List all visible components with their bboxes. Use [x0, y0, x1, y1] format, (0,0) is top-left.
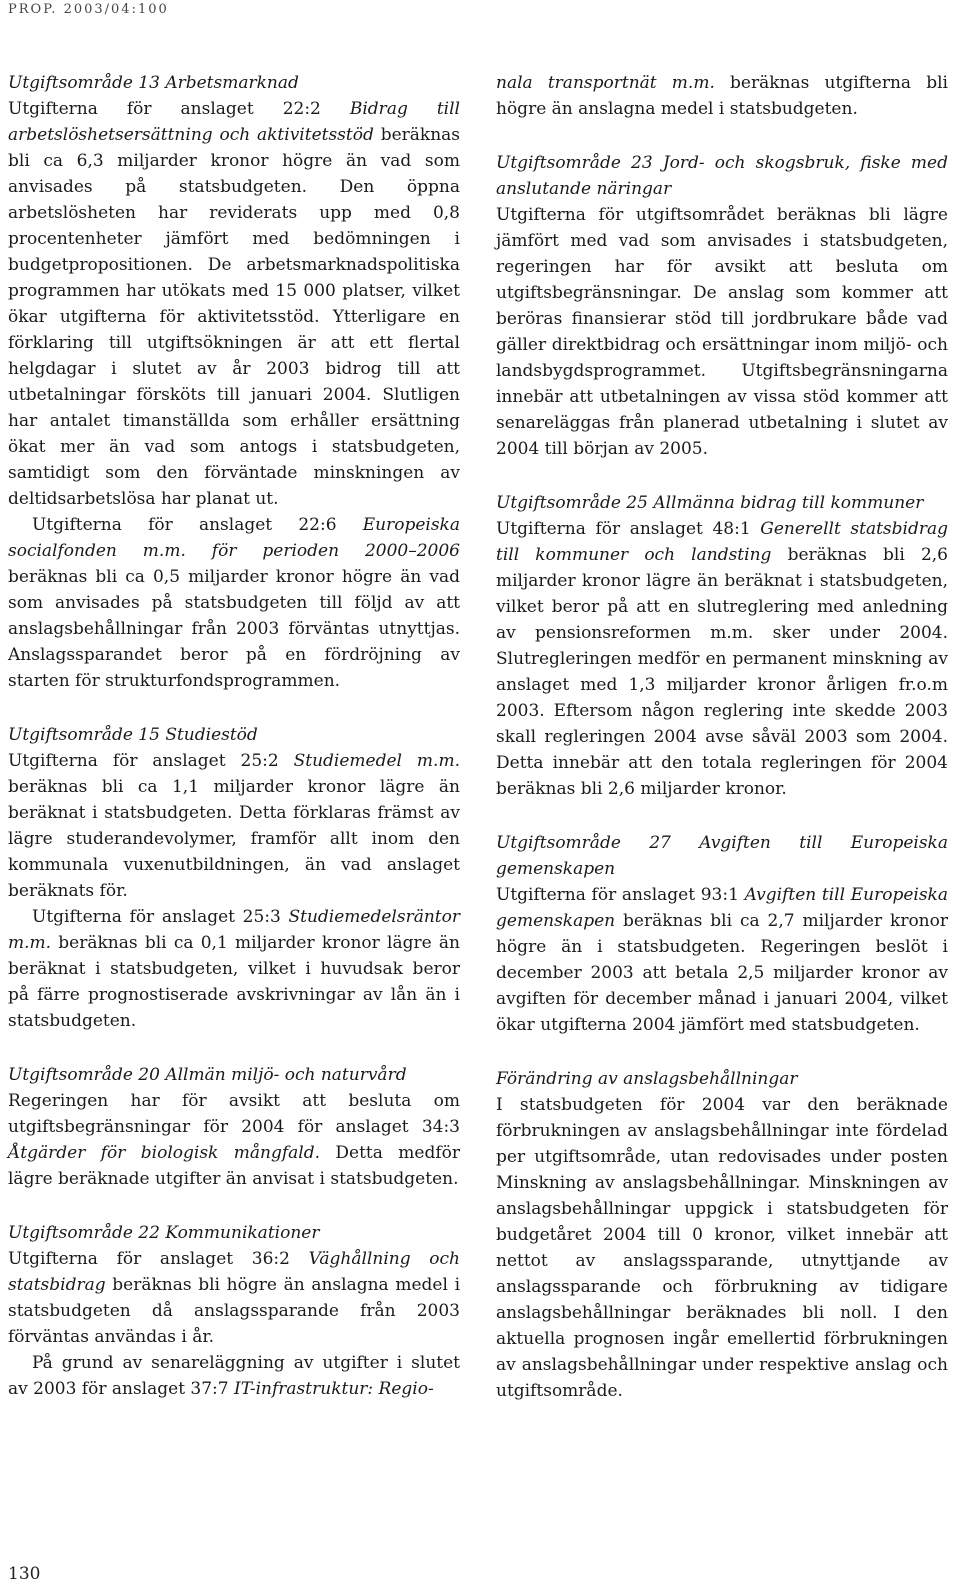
paragraph	[8, 512, 460, 694]
appropriation-title: IT-infrastruktur: Regio-	[234, 1379, 434, 1399]
text-run: Utgifterna för anslaget 22:6	[32, 515, 363, 535]
text-run: beräknas bli ca 0,1 miljarder kronor lägre än beräknat i statsbudgeten, vilket i huvudsak beror på färre prognostiserade avskrivningar av lån än i statsbudgeten.	[8, 933, 460, 1031]
paragraph	[8, 904, 460, 1034]
section-uo15	[8, 722, 460, 1034]
right-column	[496, 70, 948, 1432]
text-run: Utgifterna för anslaget 25:2	[8, 751, 294, 771]
appropriation-title: Europeiska socialfonden m.m. för perioden 2000–2006	[8, 515, 460, 561]
appropriation-title: nala transportnät m.m.	[496, 73, 715, 93]
appropriation-title: Bidrag till arbetslöshetsersättning och aktivitetsstöd	[8, 99, 460, 145]
text-run: beräknas bli ca 0,5 miljarder kronor högre än vad som anvisades på statsbudgeten till följd av att anslagsbehållningar från 2003 förväntas utnyttjas. Anslagssparandet beror på en fördröjning av starten för strukturfondsprogrammen.	[8, 567, 460, 691]
appropriation-title: Studiemedelsräntor m.m.	[8, 907, 460, 953]
section-uo27	[496, 830, 948, 1038]
section-heading: Utgiftsområde 25 Allmänna bidrag till kommuner	[496, 493, 924, 513]
paragraph	[496, 516, 948, 802]
section-uo25	[496, 490, 948, 802]
text-run: beräknas utgifterna bli högre än anslagna medel i statsbudgeten.	[496, 73, 948, 119]
paragraph	[496, 882, 948, 1038]
text-run: På grund av senareläggning av utgifter i slutet av 2003 för anslaget 37:7	[8, 1353, 460, 1399]
paragraph	[8, 748, 460, 904]
paragraph: I statsbudgeten för 2004 var den beräknade förbrukningen av anslagsbehållningar inte fördelad per utgiftsområde, utan redovisades under posten Minskning av anslagsbehållningar. Minskningen av anslagsbehållningar uppgick i statsbudgeten för budgetåret 2004 till 0 kronor, vilket innebär att nettot av anslagssparande, utnyttjande av anslagssparande och förbrukning av tidigare anslagsbehållningar beräknades bli noll. I den aktuella prognosen ingår emellertid förbrukningen av anslagsbehållningar under respektive anslag och utgiftsområde.	[496, 1095, 948, 1401]
appropriation-title: Studiemedel m.m.	[293, 751, 460, 771]
text-run: Utgifterna för anslaget 93:1	[496, 885, 745, 905]
section-uo22	[8, 1220, 460, 1402]
section-uo22-continued	[496, 70, 948, 122]
section-heading: Utgiftsområde 20 Allmän miljö- och naturvård	[8, 1065, 407, 1085]
section-uo20	[8, 1062, 460, 1192]
appropriation-title: Väghållning och statsbidrag	[8, 1249, 460, 1295]
section-forandring	[496, 1066, 948, 1404]
text-run: beräknas bli 2,6 miljarder kronor lägre än beräknat i statsbudgeten, vilket beror på att en slutreglering med anledning av pensionsreformen m.m. sker under 2004. Slutregleringen medför en permanent minskning av anslaget med 1,3 miljarder kronor årligen fr.o.m 2003. Eftersom någon reglering inte skedde 2003 skall regleringen 2004 avse såväl 2003 som 2004. Detta innebär att den totala regleringen för 2004 beräknas bli 2,6 miljarder kronor.	[496, 545, 948, 799]
running-head: PROP. 2003/04:100	[8, 2, 169, 17]
text-run: Regeringen har för avsikt att besluta om utgiftsbegränsningar för 2004 för anslaget 34:3	[8, 1091, 460, 1137]
text-run: Utgifterna för anslaget 36:2	[8, 1249, 309, 1269]
text-run: beräknas bli ca 1,1 miljarder kronor lägre än beräknat i statsbudgeten. Detta förklaras främst av lägre studerandevolymer, framför allt inom den kommunala vuxenutbildningen, än vad anslaget beräknats för.	[8, 777, 460, 901]
section-heading: Utgiftsområde 22 Kommunikationer	[8, 1223, 320, 1243]
section-uo13	[8, 70, 460, 694]
text-run: Utgifterna för anslaget 25:3	[32, 907, 289, 927]
page-number: 130	[8, 1564, 41, 1584]
text-run: beräknas bli högre än anslagna medel i statsbudgeten då anslagssparande från 2003 förväntas användas i år.	[8, 1275, 460, 1347]
paragraph	[8, 1246, 460, 1350]
section-heading: Utgiftsområde 27 Avgiften till Europeiska gemenskapen	[496, 833, 948, 879]
section-heading: Utgiftsområde 23 Jord- och skogsbruk, fiske med anslutande näringar	[496, 153, 948, 199]
text-run: beräknas bli ca 6,3 miljarder kronor högre än vad som anvisades på statsbudgeten. Den öppna arbetslösheten har reviderats upp med 0,8 procentenheter jämfört med bedömningen i budgetpropositionen. De arbetsmarknadspolitiska programmen har utökats med 15 000 platser, vilket ökar utgifterna för aktivitetsstöd. Ytterligare en förklaring till utgiftsökningen är att ett flertal helgdagar i slutet av år 2003 bidrog till att utbetalningar försköts till januari 2004. Slutligen har antalet timanställda som erhåller ersättning ökat mer än vad som antogs i statsbudgeten, samtidigt som den förväntade minskningen av deltidsarbetslösa har planat ut.	[8, 125, 461, 509]
paragraph	[8, 96, 460, 512]
text-run: Utgifterna för anslaget 48:1	[496, 519, 761, 539]
paragraph	[8, 1088, 460, 1192]
text-run: Utgifterna för anslaget 22:2	[8, 99, 350, 119]
text-run: beräknas bli ca 2,7 miljarder kronor högre än i statsbudgeten. Regeringen beslöt i december 2003 att betala 2,5 miljarder kronor av avgiften för december månad i januari 2004, vilket ökar utgifterna 2004 jämfört med statsbudgeten.	[496, 911, 948, 1035]
paragraph	[496, 70, 948, 122]
section-heading: Utgiftsområde 15 Studiestöd	[8, 725, 258, 745]
appropriation-title: Åtgärder för biologisk mångfald.	[8, 1143, 320, 1163]
paragraph	[8, 1350, 460, 1402]
text-run: Detta medför lägre beräknade utgifter än anvisat i statsbudgeten.	[8, 1143, 461, 1189]
appropriation-title: Avgiften till Europeiska gemenskapen	[496, 885, 948, 931]
paragraph: Utgifterna för utgiftsområdet beräknas bli lägre jämfört med vad som anvisades i statsbudgeten, regeringen har för avsikt att besluta om utgiftsbegränsningar. De anslag som kommer att beröras finansierar stöd till jordbrukare både vad gäller direktbidrag och ersättningar inom miljö- och landsbygdsprogrammet. Utgiftsbegränsningarna innebär att utbetalningen av vissa stöd kommer att senareläggas från planerad utbetalning i slutet av 2004 till början av 2005.	[496, 205, 948, 459]
section-uo23	[496, 150, 948, 462]
appropriation-title: Generellt statsbidrag till kommuner och landsting	[496, 519, 948, 565]
left-column	[8, 70, 460, 1430]
section-heading: Utgiftsområde 13 Arbetsmarknad	[8, 73, 299, 93]
section-heading: Förändring av anslagsbehållningar	[496, 1069, 798, 1089]
